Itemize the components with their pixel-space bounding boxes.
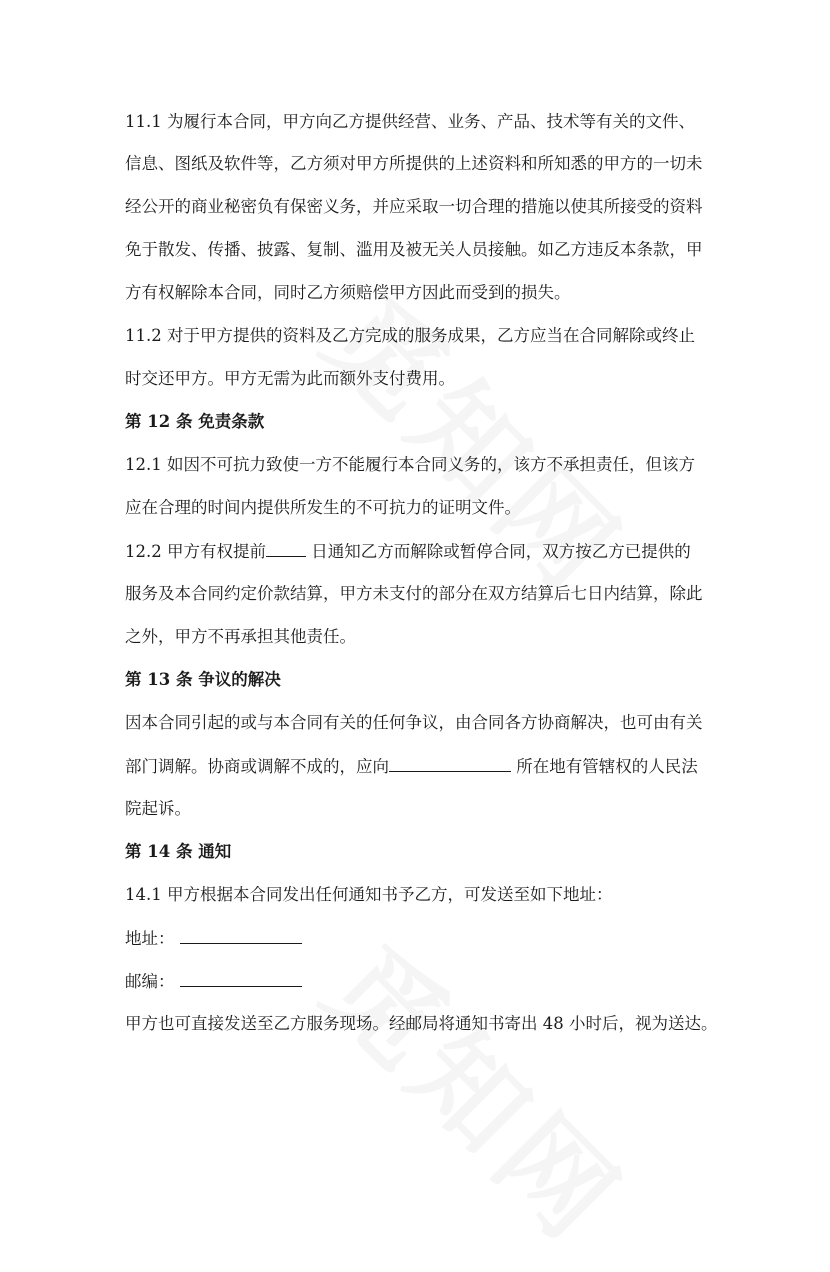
article-13-line-3: 院起诉。: [125, 799, 191, 818]
article-13-line-2: [125, 754, 698, 779]
address-line: [125, 926, 302, 951]
article-13-line-1: 因本合同引起的或与本合同有关的任何争议，由合同各方协商解决，也可由有关: [125, 713, 703, 732]
article-13-text-before-blank: 部门调解。协商或调解不成的，应向: [125, 757, 389, 776]
watermark: [297, 906, 663, 1272]
clause-11-1-line-2: 信息、图纸及软件等，乙方须对甲方所提供的上述资料和所知悉的甲方的一切未: [125, 154, 703, 173]
article-13-heading: 第 13 条 争议的解决: [125, 670, 281, 689]
article-14-heading: 第 14 条 通知: [125, 842, 232, 861]
postcode-blank: [180, 969, 302, 987]
clause-12-2-text-before-blank: 12.2 甲方有权提前: [125, 542, 266, 561]
clause-12-1-line-2: 应在合理的时间内提供所发生的不可抗力的证明文件。: [125, 498, 521, 517]
jurisdiction-blank: [389, 754, 511, 772]
postcode-line: [125, 969, 302, 994]
watermark: [297, 256, 663, 622]
clause-12-2-line-1: [125, 539, 691, 564]
address-blank: [180, 926, 302, 944]
clause-11-1-line-4: 免于散发、传播、披露、复制、滥用及被无关人员接触。如乙方违反本条款，甲: [125, 240, 703, 259]
address-label: 地址：: [125, 929, 175, 948]
clause-14-1-line-1: 14.1 甲方根据本合同发出任何通知书予乙方，可发送至如下地址：: [125, 885, 613, 904]
clause-11-1-line-3: 经公开的商业秘密负有保密义务，并应采取一切合理的措施以使其所接受的资料: [125, 197, 703, 216]
clause-11-2-line-2: 时交还甲方。甲方无需为此而额外支付费用。: [125, 369, 455, 388]
clause-12-1-line-1: 12.1 如因不可抗力致使一方不能履行本合同义务的，该方不承担责任，但该方: [125, 455, 695, 474]
postcode-label: 邮编：: [125, 972, 175, 991]
clause-11-1-line-1: 11.1 为履行本合同，甲方向乙方提供经营、业务、产品、技术等有关的文件、: [125, 112, 695, 131]
notice-days-blank: [266, 539, 306, 557]
delivery-note-line: 甲方也可直接发送至乙方服务现场。经邮局将通知书寄出 48 小时后，视为送达。: [125, 1014, 718, 1033]
clause-11-2-line-1: 11.2 对于甲方提供的资料及乙方完成的服务成果，乙方应当在合同解除或终止: [125, 326, 695, 345]
article-13-text-after-blank: 所在地有管辖权的人民法: [516, 757, 698, 776]
clause-12-2-line-2: 服务及本合同约定价款结算，甲方未支付的部分在双方结算后七日内结算，除此: [125, 584, 703, 603]
clause-12-2-line-3: 之外，甲方不再承担其他责任。: [125, 627, 356, 646]
clause-11-1-line-5: 方有权解除本合同，同时乙方须赔偿甲方因此而受到的损失。: [125, 283, 571, 302]
article-12-heading: 第 12 条 免责条款: [125, 412, 265, 431]
clause-12-2-text-after-blank: 日通知乙方而解除或暂停合同，双方按乙方已提供的: [311, 542, 691, 561]
